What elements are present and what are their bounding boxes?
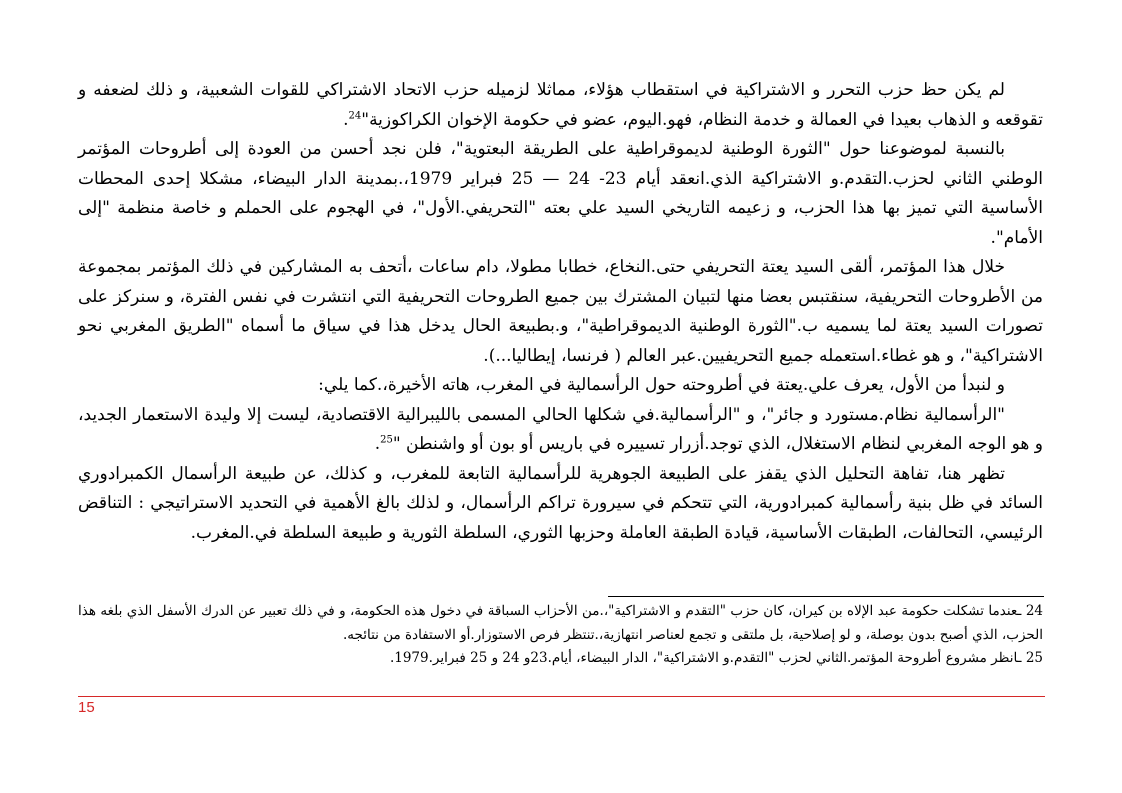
page-footer-rule: [78, 696, 1045, 697]
footnotes: [78, 600, 1043, 671]
body-text: [78, 76, 1043, 548]
paragraph-1: لم يكن حظ حزب التحرر و الاشتراكية في استقطاب هؤلاء، مماثلا لزميله حزب الاتحاد الاشتراكي للقوات الشعبية، و ذلك لضعفه و تقوقعه و الذهاب بعيدا في العمالة و خدمة النظام، فهو.اليوم، عضو في حكومة الإخوان الكراكوزية"$^{24}$.: [78, 80, 1043, 130]
paragraph-3: خلال هذا المؤتمر، ألقى السيد يعتة التحريفي حتى.النخاع، خطابا مطولا، دام ساعات ،أتحف به المشاركين في ذلك المؤتمر بمجموعة من الأطروحات التحريفية، سنقتبس بعضا منها لتبيان المشترك بين جميع الطروحات التحريفية التي انتشرت في نفس الفترة، و سنركز على تصورات السيد يعتة لما يسميه ب."الثورة الوطنية الديموقراطية"، و.بطبيعة الحال يدخل هذا في سياق ما أسماه "الطريق المغربي نحو الاشتراكية"، و هو غطاء.استعمله جميع التحريفيين.عبر العالم ( فرنسا، إيطاليا...).: [78, 257, 1043, 366]
paragraph-2: بالنسبة لموضوعنا حول "الثورة الوطنية لديموقراطية على الطريقة البعتوية"، فلن نجد أحسن من العودة إلى أطروحات المؤتمر الوطني الثاني لحزب.التقدم.و الاشتراكية الذي.انعقد أيام 23- 24 — 25 فبراير 1979،.بمدينة الدار البيضاء، مشكلا إحدى المحطات الأساسية التي تميز بها هذا الحزب، و زعيمه التاريخي السيد علي بعته "التحريفي.الأول"، في الهجوم على الحملم و خاصة منظمة "إلى الأمام".: [78, 139, 1044, 248]
footnote-25: 25 ـانظر مشروع أطروحة المؤتمر.الثاني لحزب "التقدم.و الاشتراكية"، الدار البيضاء، أيام.23و 24 و 25 فبراير.1979.: [389, 650, 1043, 666]
footnote-ref-25[interactable]: 25: [380, 434, 393, 446]
paragraph-4: و لنبدأ من الأول، يعرف علي.يعتة في أطروحته حول الرأسمالية في المغرب، هاته الأخيرة،.كما يلي:: [318, 375, 1005, 395]
footnote-24: 24 ـعندما تشكلت حكومة عبد الإلاه بن كيران، كان حزب "التقدم و الاشتراكية"،.من الأحزاب السباقة في دخول هذه الحكومة، و في ذلك تعبير عن الدرك الأسفل الذي بلغه هذا الحزب، الذي أصبح بدون بوصلة، و لو إصلاحية، بل ملتقى و تجمع لعناصر انتهازية،.تنتظر فرص الاستوزار.أو الاستفادة من نتائجه.: [78, 603, 1043, 643]
footnote-ref-24[interactable]: 24: [348, 109, 362, 121]
footnote-separator: [608, 596, 1044, 597]
page-number: 15: [78, 699, 95, 716]
paragraph-5-quote: "الرأسمالية نظام.مستورد و جائر"، و "الرأسمالية.في شكلها الحالي المسمى بالليبرالية الاقتصادية، ليست إلا وليدة الاستعمار الجديد، و هو الوجه المغربي لنظام الاستغلال، الذي توجد.أزرار تسييره في باريس أو بون أو واشنطن "$^{25}$.: [78, 404, 1043, 454]
paragraph-6: تظهر هنا، تفاهة التحليل الذي يقفز على الطبيعة الجوهرية للرأسمالية التابعة للمغرب، و كذلك، عن طبيعة الرأسمال الكمبرادوري السائد في ظل بنية رأسمالية كمبرادورية، التي تتحكم في سيرورة تراكم الرأسمال، و لذلك بالغ الأهمية في التحديد الاستراتيجي : التناقض الرئيسي، التحالفات، الطبقات الأساسية، قيادة الطبقة العاملة وحزبها الثوري، السلطة الثورية و طبيعة السلطة في.المغرب.: [78, 463, 1043, 543]
